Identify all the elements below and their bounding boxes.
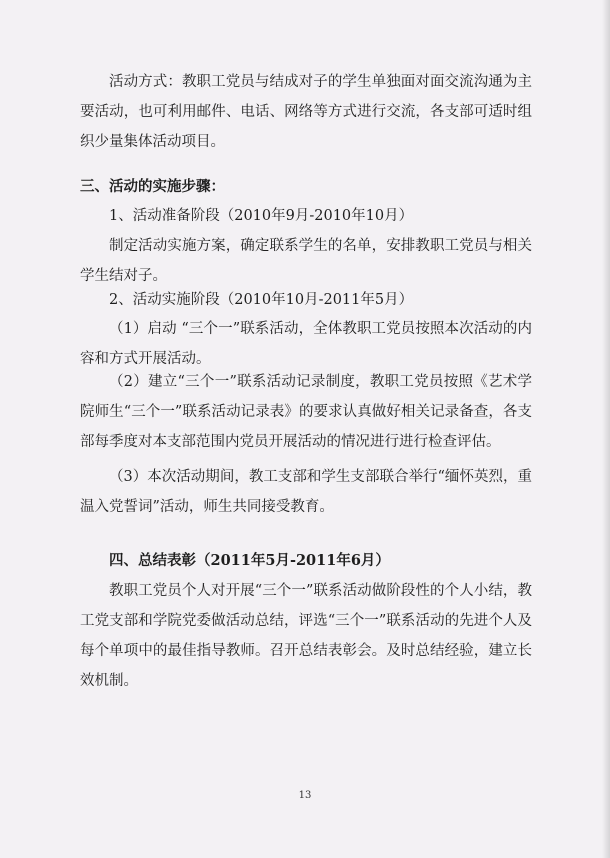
scan-edge-shadow [602,0,610,858]
activity-method-paragraph: 活动方式：教职工党员与结成对子的学生单独面对面交流沟通为主要活动，也可利用邮件、电话、网络等方式进行交流，各支部可适时组织少量集体活动项目。 [80,74,532,150]
page-number: 13 [298,790,312,801]
step-2-item-2: （2）建立“三个一”联系活动记录制度，教职工党员按照《艺术学院师生“三个一”联系活动记录表》的要求认真做好相关记录备查，各支部每季度对本支部范围内党员开展活动的情况进行进行检查评估。 [80,374,532,450]
section-3-heading: 三、活动的实施步骤： [80,178,225,195]
step-1-body: 制定活动实施方案，确定联系学生的名单，安排教职工党员与相关学生结对子。 [80,238,532,284]
section-4-body: 教职工党员个人对开展“三个一”联系活动做阶段性的个人小结，教工党支部和学院党委做活动总结，评选“三个一”联系活动的先进个人及每个单项中的最佳指导教师。召开总结表彰会。及时总结经验，建立长效机制。 [80,583,532,689]
step-2-item-1: （1）启动 “三个一”联系活动，全体教职工党员按照本次活动的内容和方式开展活动。 [80,321,532,367]
step-1-title: 1、活动准备阶段（2010年9月-2010年10月） [109,208,414,224]
step-2-title: 2、活动实施阶段（2010年10月-2011年5月） [109,292,414,308]
section-4-heading: 四、总结表彰（2011年5月-2011年6月） [109,552,390,569]
step-2-item-3: （3）本次活动期间，教工支部和学生支部联合举行“缅怀英烈，重温入党誓词”活动，师生共同接受教育。 [80,469,532,515]
